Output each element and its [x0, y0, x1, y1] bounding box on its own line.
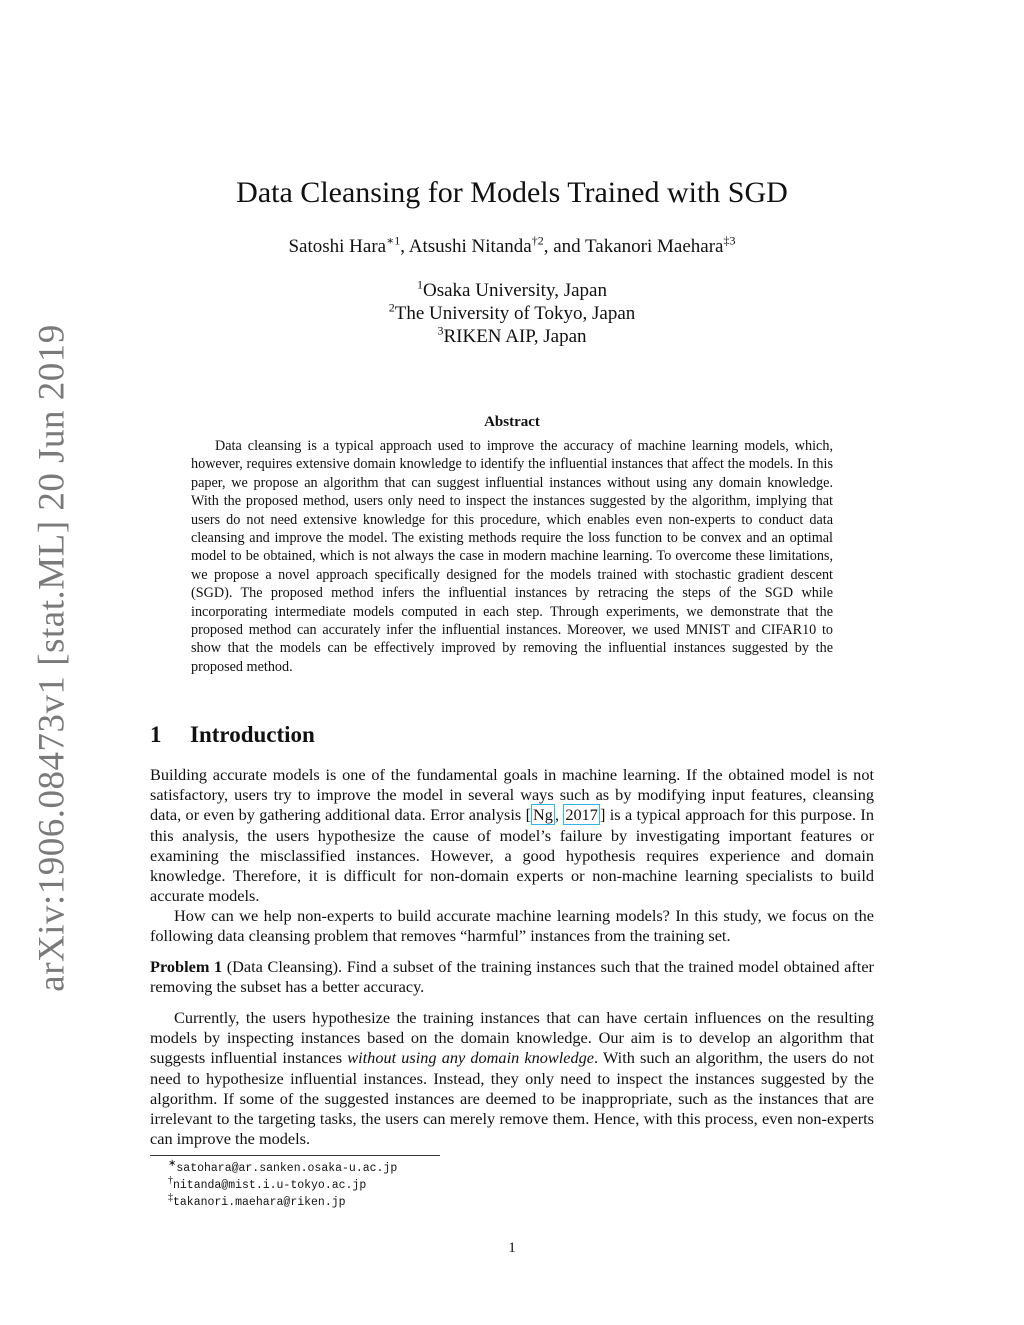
citation: [ Ng , 2017 ]: [525, 805, 606, 825]
section-heading: [150, 722, 315, 748]
problem-label: Problem 1: [150, 957, 223, 976]
affiliation-list: [150, 279, 874, 348]
affiliation: [150, 279, 874, 302]
footnote-rule: [150, 1155, 440, 1156]
problem-name: (Data Cleansing).: [226, 957, 343, 976]
author-name: Atsushi Nitanda: [408, 236, 532, 257]
emphasis-text: without using any domain knowledge: [347, 1048, 595, 1068]
affiliation-number: 1: [417, 277, 423, 292]
paragraph: How can we help non-experts to build accurate machine learning models? In this study, we focus on the following data cleansing problem that removes “harmful” instances from the training set.: [150, 906, 874, 946]
author-mark: †2: [531, 233, 544, 248]
author-separator: , and: [543, 236, 586, 257]
author-mark: ∗1: [386, 233, 401, 248]
footnote-email[interactable]: satohara@ar.sanken.osaka-u.ac.jp: [176, 1162, 398, 1175]
abstract-text: Data cleansing is a typical approach used to improve the accuracy of machine learning models, which, however, requires extensive domain knowledge to identify the influential instances that affect the models. In this paper, we propose an algorithm that can suggest influential instances without using any domain knowledge. With the proposed method, users only need to inspect the instances suggested by the algorithm, implying that users do not need extensive knowledge for this procedure, which enables even non-experts to conduct data cleansing and improve the model. The existing methods require the loss function to be convex and an optimal model to be obtained, which is not always the case in modern machine learning. To overcome these limitations, we propose a novel approach specifically designed for the models trained with stochastic gradient descent (SGD). The proposed method infers the influential instances by retracing the steps of the SGD while incorporating intermediate models computed in each step. Through experiments, we demonstrate that the proposed method can accurately infer the influential instances. Moreover, we used MNIST and CIFAR10 to show that the models can be effectively improved by removing the influential instances suggested by the proposed method.: [191, 438, 833, 675]
author-list: [150, 233, 874, 258]
affiliation-number: 3: [437, 323, 444, 338]
arxiv-identifier: arXiv:1906.08473v1 [stat.ML] 20 Jun 2019: [31, 324, 73, 992]
abstract-heading: Abstract: [484, 414, 540, 430]
paragraph-text: Building accurate models is one of the fundamental goals in machine learning. If the obtained model is not satisfactory, users try to improve the model in several ways such as by modifying input features, cleansing data, or even by gathering additional data. Error analysis: [150, 765, 874, 825]
citation-link[interactable]: Ng: [533, 805, 553, 825]
paper-title: Data Cleansing for Models Trained with SGD: [236, 176, 788, 209]
paragraph-text: is a typical approach for this purpose. In this analysis, the users hypothesize the cause of model’s failure by investigating important features or examining the misclassified instances. However, a good hypothesis requires experience and domain knowledge. Therefore, it is difficult for non-domain experts or non-machine learning specialists to build accurate models.: [150, 805, 874, 906]
footnote-mark: ∗: [168, 1158, 177, 1170]
affiliation-text: The University of Tokyo, Japan: [394, 303, 636, 324]
author-separator: ,: [400, 236, 409, 257]
affiliation-text: Osaka University, Japan: [423, 280, 607, 301]
section-number: 1: [150, 722, 162, 747]
footnote-email[interactable]: takanori.maehara@riken.jp: [173, 1196, 346, 1209]
page-number: 1: [508, 1240, 516, 1256]
footnote-mark: ‡: [168, 1192, 173, 1204]
author-name: Takanori Maehara: [585, 236, 724, 257]
paragraph-text: Currently, the users hypothesize the training instances that can have certain influences on the resulting models by inspecting instances based on the domain knowledge. Our aim is to develop an algorithm that suggests influential instances: [150, 1008, 874, 1068]
footnote: [168, 1194, 397, 1211]
paragraph: [150, 1008, 874, 1149]
affiliation-text: RIKEN AIP, Japan: [443, 326, 587, 347]
footnote: [168, 1160, 397, 1177]
citation-separator: ,: [554, 805, 564, 825]
footnote: [168, 1177, 397, 1194]
footnote-list: [168, 1160, 397, 1211]
author-name: Satoshi Hara: [288, 236, 387, 257]
affiliation-number: 2: [388, 300, 395, 315]
section-title: Introduction: [190, 722, 315, 747]
paragraph-text: . With such an algorithm, the users do not need to hypothesize influential instances. Instead, they only need to inspect the instances suggested by the algorithm. If some of the suggested instances are deemed to be inappropriate, such as the instances that are irrelevant to the targeting tasks, the users can merely remove them. Hence, with this process, even non-experts can improve the models.: [150, 1048, 875, 1149]
footnote-email[interactable]: nitanda@mist.i.u-tokyo.ac.jp: [173, 1179, 367, 1192]
affiliation: [150, 325, 874, 348]
citation-link[interactable]: 2017: [565, 805, 598, 825]
affiliation: [150, 302, 874, 325]
paragraph: [150, 765, 874, 906]
problem-text: Find a subset of the training instances such that the trained model obtained after removing the subset has a better accuracy.: [150, 957, 874, 997]
author-mark: ‡3: [723, 233, 736, 248]
footnote-mark: †: [168, 1175, 173, 1187]
problem-statement: [150, 957, 874, 997]
